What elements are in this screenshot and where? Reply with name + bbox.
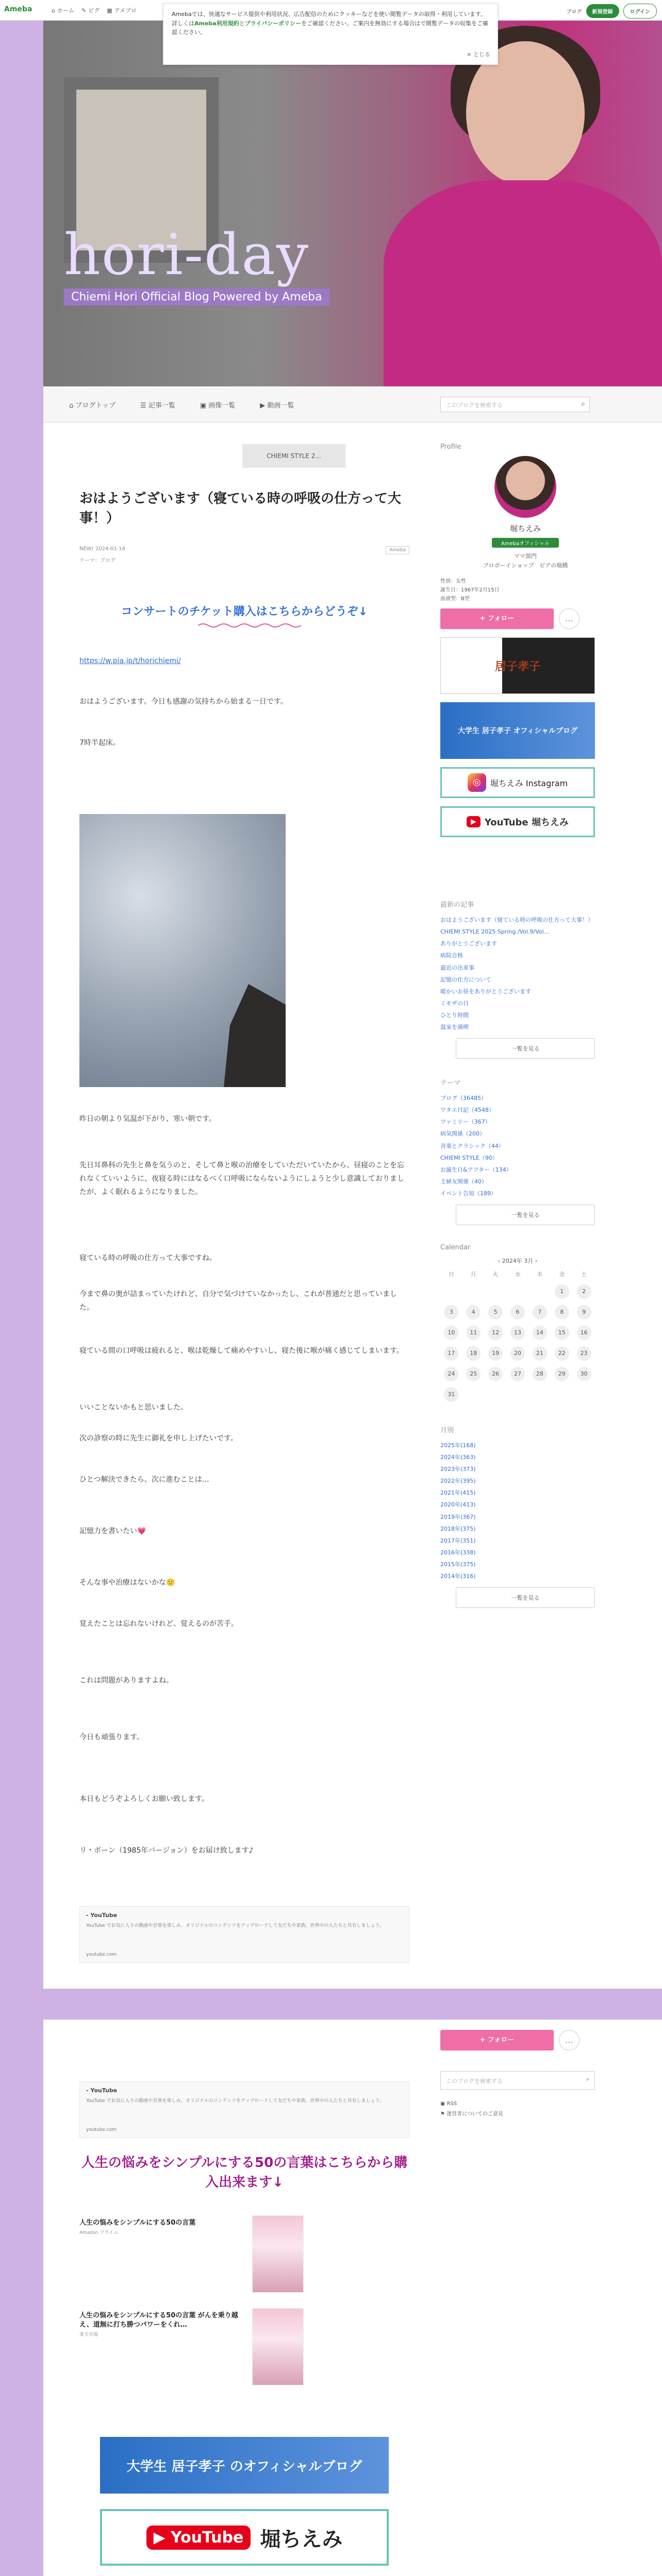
calendar-day[interactable]: 24 bbox=[444, 1367, 458, 1381]
calendar-weekday: 金 bbox=[559, 1270, 565, 1278]
sidebar-banner-instagram[interactable]: ◎ 堀ちえみ Instagram bbox=[440, 767, 595, 798]
book-item[interactable] bbox=[79, 2215, 409, 2293]
recent-item[interactable]: おはようございます（寝ている時の呼吸の仕方って大事！） bbox=[440, 917, 593, 924]
calendar-cell bbox=[485, 1367, 507, 1381]
calendar-day[interactable]: 14 bbox=[533, 1326, 547, 1340]
archive-item[interactable]: 2024年(363) bbox=[440, 1454, 476, 1461]
account-actions bbox=[567, 4, 657, 19]
recent-item[interactable]: 記憶の仕方について bbox=[440, 976, 491, 983]
feedback-link[interactable]: ⚑ 運営者についてのご意見 bbox=[440, 2111, 503, 2117]
rss-icon: ▣ bbox=[440, 2101, 445, 2107]
calendar-cell bbox=[440, 1326, 462, 1340]
calendar-cell bbox=[573, 1346, 595, 1361]
calendar-cell bbox=[507, 1305, 529, 1319]
profile-info: 性別：女性 誕生日：1967年2月15日 血液型：B型 bbox=[440, 579, 500, 602]
nav-app[interactable]: ▦ アメプロ bbox=[107, 7, 137, 14]
consent-close-button[interactable]: × とじる bbox=[467, 51, 490, 58]
calendar-day[interactable]: 20 bbox=[510, 1346, 525, 1361]
recent-item[interactable]: ありがとうございます bbox=[440, 940, 497, 947]
sidebar-lower bbox=[440, 2025, 610, 2120]
book-cover[interactable] bbox=[252, 2215, 304, 2293]
calendar-cell bbox=[551, 1305, 573, 1319]
paragraph: これは問題がありますよね。 bbox=[79, 1676, 173, 1685]
recent-item[interactable]: 暖かいお昼をありがとうございます bbox=[440, 988, 531, 995]
blog-subtitle: Chiemi Hori Official Blog Powered by Ameba bbox=[64, 289, 329, 306]
theme-item[interactable]: ブログ（36485） bbox=[440, 1095, 487, 1102]
youtube-embed[interactable] bbox=[79, 2081, 409, 2138]
theme-label: テーマ bbox=[440, 1079, 461, 1088]
calendar-cell bbox=[462, 1367, 485, 1381]
archive-label: 月別 bbox=[440, 1426, 454, 1434]
calendar-day[interactable]: 6 bbox=[510, 1305, 525, 1319]
calendar-day[interactable]: 18 bbox=[466, 1346, 481, 1361]
calendar-day[interactable]: 16 bbox=[577, 1326, 591, 1340]
calendar-day[interactable]: 7 bbox=[533, 1305, 547, 1319]
calendar-cell bbox=[462, 1305, 485, 1319]
calendar-day[interactable]: 28 bbox=[533, 1367, 547, 1381]
calendar-month[interactable]: ‹ 2024年 3月 › bbox=[498, 1257, 538, 1264]
nav-entry-list[interactable]: ☰ 記事一覧 bbox=[140, 402, 175, 410]
recent-item[interactable]: ひとり時間 bbox=[440, 1011, 469, 1019]
paragraph: 寝ている時の呼吸の仕方って大事ですね。 bbox=[79, 1254, 217, 1262]
calendar-cell bbox=[528, 1326, 551, 1340]
calendar-day[interactable]: 13 bbox=[510, 1326, 525, 1340]
calendar-day[interactable]: 23 bbox=[577, 1346, 591, 1361]
blog-link[interactable]: ブログ bbox=[566, 9, 582, 15]
calendar-cell bbox=[440, 1305, 462, 1319]
paragraph: 昨日の朝より気温が下がり、寒い朝です。 bbox=[79, 1115, 216, 1123]
calendar-day[interactable]: 31 bbox=[444, 1387, 458, 1402]
global-nav bbox=[52, 6, 137, 14]
calendar-cell bbox=[528, 1305, 551, 1319]
book-header: 人生の悩みをシンプルにする50の言葉はこちらから購入出来ます↓ bbox=[81, 2155, 408, 2190]
entry-theme[interactable]: テーマ：ブログ bbox=[79, 558, 115, 564]
calendar-day[interactable]: 1 bbox=[555, 1284, 569, 1299]
book-item[interactable] bbox=[79, 2308, 409, 2385]
profile-desc: ママ部門 プロボーイショップ ピアの堀橋 bbox=[483, 553, 568, 569]
nav-blog-top[interactable]: ⌂ ブログトップ bbox=[69, 402, 116, 410]
sidebar-banner-blog[interactable]: 大学生 居子孝子 オフィシャルブログ bbox=[440, 702, 595, 759]
calendar-cell bbox=[507, 1367, 529, 1381]
login-button[interactable]: ログイン bbox=[623, 4, 657, 19]
calendar-day[interactable]: 5 bbox=[488, 1305, 503, 1319]
theme-item[interactable]: CHIEMI STYLE（90） bbox=[440, 1154, 498, 1161]
recent-item[interactable]: CHIEMI STYLE 2025 Spring /Vol.9/Vol… bbox=[440, 928, 550, 936]
calendar-cell bbox=[573, 1326, 595, 1340]
calendar-cell bbox=[485, 1284, 507, 1299]
paragraph: リ・ボーン（1985年バージョン）をお届け致します♪ bbox=[79, 1846, 254, 1855]
sidebar-banner-youtube[interactable]: ▶ YouTube 堀ちえみ bbox=[440, 806, 595, 837]
calendar-cell bbox=[528, 1284, 551, 1299]
calendar-cell bbox=[462, 1346, 485, 1361]
paragraph: 覚えたことは忘れないけれど、覚えるのが苦手。 bbox=[79, 1620, 238, 1628]
ameba-logo[interactable]: Ameba bbox=[4, 5, 32, 13]
cookie-consent: Amebaでは、快適なサービス提供や利用状況、広告配信のためにクッキーなどを使い閲覧データの取得・利用しています。詳しくはAmeba利用規約とプライバシーポリシーをご確認ください。ご案内を無効にする場合はで閲覧データの収集をご確認ください。 × とじる bbox=[163, 3, 498, 65]
book-source: 楽天市場 bbox=[79, 2332, 98, 2338]
recent-item[interactable]: ミモザの日 bbox=[440, 999, 469, 1007]
recent-item[interactable]: 病院合格 bbox=[440, 952, 463, 959]
recent-list bbox=[440, 914, 610, 1033]
entry-tag[interactable]: Ameba bbox=[386, 546, 409, 554]
calendar-cell bbox=[440, 1284, 462, 1299]
avatar[interactable] bbox=[494, 456, 556, 518]
calendar-day[interactable]: 27 bbox=[510, 1367, 525, 1381]
calendar-cell bbox=[462, 1284, 485, 1299]
archive-item[interactable]: 2015年(375) bbox=[440, 1561, 476, 1568]
flag-icon: ⚑ bbox=[440, 2111, 445, 2117]
calendar-weekday: 月 bbox=[470, 1270, 476, 1278]
paragraph: ひとつ解決できたら、次に進むことは… bbox=[79, 1476, 209, 1484]
blog-search-input[interactable]: このブログを検索する ⌕ bbox=[440, 397, 590, 412]
theme-item[interactable]: イベント告知（189） bbox=[440, 1190, 496, 1197]
paragraph: 7時半起床。 bbox=[79, 739, 120, 747]
theme-list bbox=[440, 1092, 610, 1199]
calendar-cell bbox=[551, 1284, 573, 1299]
calendar-day[interactable]: 26 bbox=[488, 1367, 503, 1381]
entry-photo[interactable] bbox=[79, 814, 286, 1087]
calendar bbox=[440, 1257, 595, 1402]
nav-image-list[interactable]: ▣ 画像一覧 bbox=[200, 402, 236, 410]
calendar-day[interactable]: 29 bbox=[555, 1367, 569, 1381]
calendar-cell bbox=[485, 1346, 507, 1361]
signup-button[interactable]: 新規登録 bbox=[586, 4, 619, 18]
calendar-cell bbox=[507, 1284, 529, 1299]
banner-youtube[interactable]: ▶ YouTube 堀ちえみ bbox=[100, 2509, 389, 2566]
archive-item[interactable]: 2019年(367) bbox=[440, 1513, 476, 1520]
calendar-cell bbox=[573, 1367, 595, 1381]
calendar-cell bbox=[440, 1367, 462, 1381]
embed-title: - YouTube bbox=[86, 2087, 118, 2094]
recent-more-button[interactable]: 一覧を見る bbox=[456, 1038, 595, 1059]
recent-item[interactable]: 最近の出来事 bbox=[440, 964, 474, 971]
calendar-day[interactable]: 15 bbox=[555, 1326, 569, 1340]
concert-link[interactable]: コンサートのチケット購入はこちらからどうぞ↓ bbox=[121, 605, 368, 618]
youtube-icon: ▶ YouTube bbox=[146, 2526, 251, 2550]
profile-card bbox=[440, 443, 610, 1608]
ticket-url[interactable]: https://w.pia.jp/t/horichiemi/ bbox=[79, 657, 181, 665]
paragraph: いいことないかもと思いました。 bbox=[79, 1403, 188, 1412]
calendar-weekday: 木 bbox=[537, 1270, 543, 1278]
pencil-icon: ✎ bbox=[81, 7, 87, 14]
search-icon[interactable]: ⌕ bbox=[586, 2076, 589, 2082]
embed-source: youtube.com bbox=[86, 1952, 117, 1957]
calendar-day[interactable]: 8 bbox=[555, 1305, 569, 1319]
youtube-icon: ▶ bbox=[467, 816, 481, 827]
archive-item[interactable]: 2025年(168) bbox=[440, 1442, 476, 1449]
paragraph: 次の診察の時に先生に御礼を申し上げたいです。 bbox=[79, 1434, 238, 1443]
embed-desc: YouTube でお気に入りの動画や音楽を楽しみ、オリジナルのコンテンツをアップロードして友だちや家族、世界中の人たちと共有しましょう。 bbox=[86, 2098, 385, 2104]
entry-date: NEW! 2024-01-16 bbox=[79, 546, 125, 552]
calendar-day[interactable]: 12 bbox=[488, 1326, 503, 1340]
terms-link[interactable]: Ameba利用規約 bbox=[194, 20, 239, 27]
paragraph: 本日もどうぞよろしくお願い致します。 bbox=[79, 1795, 209, 1803]
follow-button[interactable]: + フォロー bbox=[440, 2030, 554, 2050]
youtube-embed[interactable] bbox=[79, 1906, 409, 1963]
rss-link[interactable]: ▣ RSS bbox=[440, 2101, 457, 2107]
calendar-weekday: 水 bbox=[515, 1270, 521, 1278]
lower-content bbox=[43, 2020, 662, 2576]
calendar-day[interactable]: 9 bbox=[577, 1305, 591, 1319]
calendar-cell bbox=[440, 1346, 462, 1361]
entry-meta bbox=[79, 546, 409, 564]
calendar-cell bbox=[507, 1326, 529, 1340]
embed-title: - YouTube bbox=[86, 1912, 118, 1919]
paragraph: 今日も頑張ります。 bbox=[79, 1733, 144, 1741]
calendar-weekday: 日 bbox=[448, 1270, 454, 1278]
calendar-day[interactable]: 19 bbox=[488, 1346, 503, 1361]
archive-item[interactable]: 2017年(351) bbox=[440, 1537, 476, 1544]
calendar-day[interactable]: 21 bbox=[533, 1346, 547, 1361]
archive-item[interactable]: 2020年(413) bbox=[440, 1501, 476, 1509]
paragraph: 寝ている間の口呼吸は疲れると、喉は乾燥して痛めやすいし、寝た後に喉が痛く感じてしまいます。 bbox=[79, 1347, 404, 1355]
recent-item[interactable]: 温室を満喫 bbox=[440, 1024, 469, 1031]
calendar-cell bbox=[528, 1346, 551, 1361]
app-icon: ▦ bbox=[107, 7, 112, 14]
calendar-cell bbox=[485, 1326, 507, 1340]
instagram-icon: ◎ bbox=[468, 773, 486, 792]
recent-label: 最新の記事 bbox=[440, 901, 474, 909]
calendar-weekday: 火 bbox=[492, 1270, 499, 1278]
calendar-day[interactable]: 11 bbox=[466, 1326, 481, 1340]
calendar-cell bbox=[573, 1305, 595, 1319]
calendar-day[interactable]: 4 bbox=[466, 1305, 481, 1319]
book-cover[interactable] bbox=[252, 2308, 304, 2385]
calendar-day[interactable]: 2 bbox=[577, 1284, 591, 1299]
more-icon[interactable]: … bbox=[559, 608, 580, 629]
archive-item[interactable]: 2016年(338) bbox=[440, 1549, 476, 1556]
calendar-day[interactable]: 17 bbox=[444, 1346, 458, 1361]
archive-item[interactable]: 2021年(415) bbox=[440, 1489, 476, 1497]
archive-item[interactable]: 2022年(395) bbox=[440, 1478, 476, 1485]
search-icon[interactable]: ⌕ bbox=[581, 400, 585, 408]
follow-button[interactable]: + フォロー bbox=[440, 608, 554, 629]
theme-button[interactable]: CHIEMI STYLE 2... bbox=[242, 444, 345, 468]
theme-item[interactable]: 主婦友関係（40） bbox=[440, 1178, 487, 1185]
calendar-cell bbox=[528, 1367, 551, 1381]
embed-source: youtube.com bbox=[86, 2127, 117, 2132]
portrait-body bbox=[384, 180, 662, 386]
archive-item[interactable]: 2014年(316) bbox=[440, 1573, 476, 1580]
paragraph: おはようございます。今日も感謝の気持ちから始まる一日です。 bbox=[79, 698, 288, 706]
paragraph: 先日耳鼻科の先生と鼻を気うのと、そして鼻と喉の治療をしていただいていたから、昼寝のことを忘れなくていいように、夜寝る時にはなるべく口呼吸にならないようにしようと少し意識しておりましたが、よく眠れるようになりました。 bbox=[79, 1161, 404, 1196]
calendar-cell bbox=[551, 1367, 573, 1381]
archive-more-button[interactable]: 一覧を見る bbox=[456, 1587, 595, 1608]
theme-more-button[interactable]: 一覧を見る bbox=[456, 1205, 595, 1225]
theme-item[interactable]: 音楽とクラシック（44） bbox=[440, 1142, 504, 1149]
embed-desc: YouTube でお気に入りの動画や音楽を楽しみ、オリジナルのコンテンツをアップロードして友だちや家族、世界中の人たちと共有しましょう。 bbox=[86, 1923, 385, 1928]
theme-item[interactable]: ファミリー（367） bbox=[440, 1118, 491, 1126]
profile-label: Profile bbox=[440, 443, 461, 451]
theme-item[interactable]: ワタエ日記（4548） bbox=[440, 1107, 494, 1114]
home-icon: ⌂ bbox=[52, 7, 55, 14]
book-title[interactable]: 人生の悩みをシンプルにする50の言葉 bbox=[79, 2219, 196, 2227]
calendar-day[interactable]: 10 bbox=[444, 1326, 458, 1340]
calendar-day[interactable]: 30 bbox=[577, 1367, 591, 1381]
sidebar-banner-book[interactable]: 居子孝子 bbox=[440, 637, 595, 694]
archive-item[interactable]: 2023年(373) bbox=[440, 1466, 476, 1473]
paragraph: 今まで鼻の奥が詰まっていたけれど、自分で気づけていなかったし、これが普通だと思っていました。 bbox=[79, 1290, 397, 1312]
decorative-wave bbox=[198, 622, 301, 629]
paragraph: そんな事や治療はないかな🙂 bbox=[79, 1579, 175, 1587]
main-content bbox=[43, 422, 662, 1989]
calendar-day[interactable]: 22 bbox=[555, 1346, 569, 1361]
entry-title: おはようございます（寝ている時の呼吸の仕方って大事！） bbox=[79, 491, 402, 526]
blog-header-image[interactable] bbox=[43, 21, 662, 386]
more-icon[interactable]: … bbox=[559, 2030, 580, 2050]
archive-item[interactable]: 2018年(375) bbox=[440, 1525, 476, 1532]
sidebar-search-input[interactable]: このブログを検索する ⌕ bbox=[440, 2071, 595, 2090]
calendar-cell bbox=[573, 1284, 595, 1299]
calendar-cell bbox=[551, 1346, 573, 1361]
calendar-cell bbox=[462, 1326, 485, 1340]
paragraph: 記憶力を書いたい💗 bbox=[79, 1527, 146, 1535]
nav-home[interactable]: ⌂ ホーム bbox=[52, 7, 74, 14]
archive-list bbox=[440, 1439, 610, 1582]
nav-video-list[interactable]: ▶ 動画一覧 bbox=[260, 402, 294, 410]
theme-item[interactable]: お誕生日&アフター（134） bbox=[440, 1166, 512, 1173]
calendar-cell bbox=[551, 1326, 573, 1340]
book-source: Amazon プライム bbox=[79, 2230, 118, 2236]
theme-item[interactable]: 病気関係（200） bbox=[440, 1130, 485, 1138]
calendar-cell bbox=[485, 1305, 507, 1319]
calendar-cell bbox=[507, 1346, 529, 1361]
book-title[interactable]: 人生の悩みをシンプルにする50の言葉 がんを乗り越え、道無に打ち勝つパワーをくれ… bbox=[79, 2312, 238, 2329]
calendar-cell bbox=[440, 1387, 462, 1402]
photo-leaf bbox=[224, 984, 286, 1087]
calendar-day[interactable]: 3 bbox=[444, 1305, 458, 1319]
banner-blog[interactable]: 大学生 居子孝子 のオフィシャルブログ bbox=[100, 2437, 389, 2494]
calendar-grid bbox=[440, 1270, 595, 1402]
calendar-day[interactable]: 25 bbox=[466, 1367, 481, 1381]
calendar-weekday: 土 bbox=[581, 1270, 587, 1278]
calendar-label: Calendar bbox=[440, 1243, 471, 1251]
nav-pigg[interactable]: ✎ ピグ bbox=[81, 7, 100, 14]
blog-nav bbox=[43, 386, 662, 422]
privacy-link[interactable]: プライバシーポリシー bbox=[244, 20, 302, 27]
profile-name[interactable]: 堀ちえみ bbox=[509, 524, 541, 533]
official-badge: Amebaオフィシャル bbox=[492, 538, 559, 548]
blog-title: hori-day bbox=[64, 222, 310, 287]
